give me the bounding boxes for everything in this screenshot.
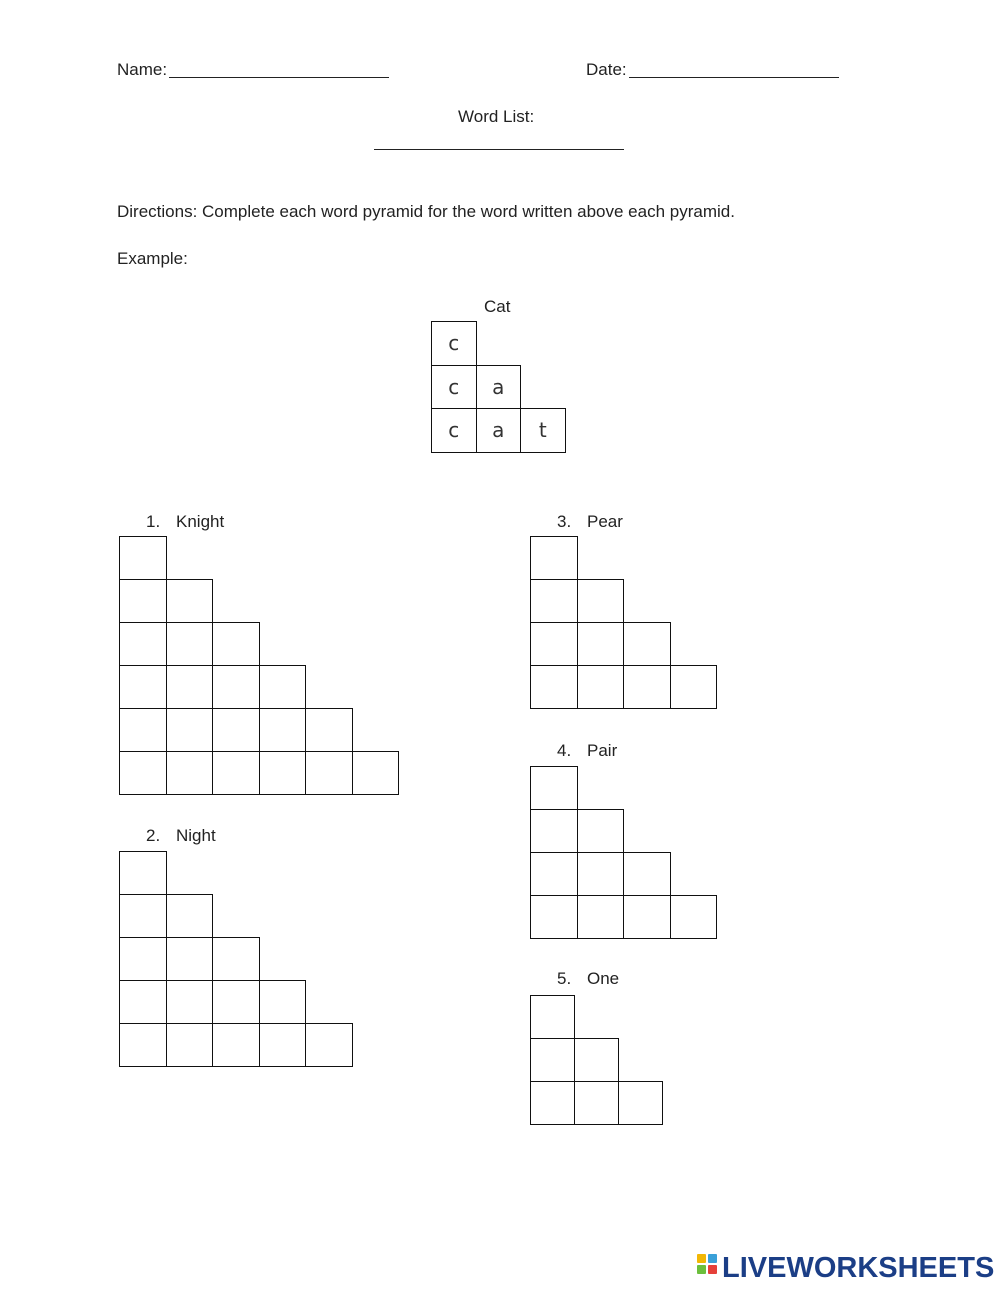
word-list-line[interactable]	[374, 149, 624, 150]
pyramid-4-cell-r4-c1[interactable]	[530, 895, 578, 939]
pyramid-2-cell-r4-c4[interactable]	[259, 980, 307, 1024]
pyramid-1-cell-r5-c5[interactable]	[305, 708, 353, 752]
pyramid-1-cell-r5-c2[interactable]	[166, 708, 214, 752]
pyramid-2-cell-r5-c1[interactable]	[119, 1023, 167, 1067]
word-list-label: Word List:	[458, 107, 535, 126]
pyramid-3-word: Pear	[587, 512, 623, 531]
pyramid-1-cell-r4-c3[interactable]	[212, 665, 260, 709]
pyramid-2-cell-r5-c3[interactable]	[212, 1023, 260, 1067]
pyramid-2-cell-r3-c1[interactable]	[119, 937, 167, 981]
pyramid-1-cell-r3-c2[interactable]	[166, 622, 214, 666]
pyramid-2-cell-r5-c2[interactable]	[166, 1023, 214, 1067]
pyramid-2-cell-r5-c4[interactable]	[259, 1023, 307, 1067]
liveworksheets-logo	[697, 1252, 994, 1285]
example-word: Cat	[484, 297, 511, 316]
logo-text: LIVEWORKSHEETS	[722, 1252, 995, 1284]
pyramid-5-number: 5.	[557, 969, 572, 988]
logo-block-v	[697, 1265, 706, 1274]
pyramid-2-cell-r2-c1[interactable]	[119, 894, 167, 938]
pyramid-1-cell-r2-c2[interactable]	[166, 579, 214, 623]
pyramid-2-cell-r4-c3[interactable]	[212, 980, 260, 1024]
pyramid-3-cell-r4-c1[interactable]	[530, 665, 578, 709]
pyramid-3-number: 3.	[557, 512, 572, 531]
pyramid-2-cell-r4-c2[interactable]	[166, 980, 214, 1024]
pyramid-1-cell-r1-c1[interactable]	[119, 536, 167, 580]
pyramid-3-cell-r2-c2[interactable]	[577, 579, 625, 623]
pyramid-4-cell-r3-c2[interactable]	[577, 852, 625, 896]
logo-blocks-icon	[697, 1254, 719, 1284]
pyramid-1-cell-r6-c4[interactable]	[259, 751, 307, 795]
directions-text: Directions: Complete each word pyramid for the word written above each pyramid.	[117, 202, 735, 221]
pyramid-1-cell-r3-c3[interactable]	[212, 622, 260, 666]
pyramid-1-cell-r6-c3[interactable]	[212, 751, 260, 795]
pyramid-1-number: 1.	[146, 512, 161, 531]
pyramid-1-cell-r5-c3[interactable]	[212, 708, 260, 752]
pyramid-4-cell-r2-c1[interactable]	[530, 809, 578, 853]
date-label: Date:	[586, 60, 627, 79]
pyramid-5-cell-r3-c2[interactable]	[574, 1081, 619, 1125]
pyramid-2-cell-r4-c1[interactable]	[119, 980, 167, 1024]
pyramid-2-word: Night	[176, 826, 216, 845]
example-cell-r3-c3: t	[520, 408, 566, 453]
pyramid-1-cell-r6-c1[interactable]	[119, 751, 167, 795]
example-cell-r3-c1: c	[431, 408, 477, 453]
pyramid-3-cell-r3-c1[interactable]	[530, 622, 578, 666]
pyramid-3-cell-r4-c4[interactable]	[670, 665, 718, 709]
date-line[interactable]	[629, 77, 839, 78]
pyramid-4-cell-r4-c3[interactable]	[623, 895, 671, 939]
pyramid-1-cell-r5-c4[interactable]	[259, 708, 307, 752]
pyramid-3-cell-r2-c1[interactable]	[530, 579, 578, 623]
pyramid-4-cell-r3-c3[interactable]	[623, 852, 671, 896]
pyramid-1-cell-r4-c4[interactable]	[259, 665, 307, 709]
example-cell-r1-c1: c	[431, 321, 477, 366]
pyramid-1-cell-r6-c2[interactable]	[166, 751, 214, 795]
pyramid-1-cell-r6-c5[interactable]	[305, 751, 353, 795]
pyramid-5-cell-r2-c2[interactable]	[574, 1038, 619, 1082]
pyramid-1-cell-r2-c1[interactable]	[119, 579, 167, 623]
pyramid-1-cell-r4-c1[interactable]	[119, 665, 167, 709]
pyramid-3-cell-r4-c2[interactable]	[577, 665, 625, 709]
pyramid-4-cell-r4-c4[interactable]	[670, 895, 718, 939]
pyramid-3-cell-r4-c3[interactable]	[623, 665, 671, 709]
pyramid-4-cell-r1-c1[interactable]	[530, 766, 578, 810]
pyramid-1-word: Knight	[176, 512, 225, 531]
pyramid-5-cell-r2-c1[interactable]	[530, 1038, 575, 1082]
pyramid-2-cell-r2-c2[interactable]	[166, 894, 214, 938]
example-cell-r2-c2: a	[476, 365, 522, 410]
pyramid-1-cell-r4-c2[interactable]	[166, 665, 214, 709]
pyramid-3-cell-r3-c2[interactable]	[577, 622, 625, 666]
pyramid-2-cell-r3-c3[interactable]	[212, 937, 260, 981]
pyramid-2-number: 2.	[146, 826, 161, 845]
example-cell-r3-c2: a	[476, 408, 522, 453]
pyramid-4-cell-r2-c2[interactable]	[577, 809, 625, 853]
pyramid-1-cell-r3-c1[interactable]	[119, 622, 167, 666]
pyramid-3-cell-r3-c3[interactable]	[623, 622, 671, 666]
name-line[interactable]	[169, 77, 389, 78]
logo-block-e	[708, 1265, 717, 1274]
pyramid-2-cell-r5-c5[interactable]	[305, 1023, 353, 1067]
pyramid-4-number: 4.	[557, 741, 572, 760]
example-label: Example:	[117, 249, 188, 268]
pyramid-5-cell-r3-c3[interactable]	[618, 1081, 663, 1125]
pyramid-4-cell-r4-c2[interactable]	[577, 895, 625, 939]
pyramid-2-cell-r3-c2[interactable]	[166, 937, 214, 981]
example-cell-r2-c1: c	[431, 365, 477, 410]
logo-block-i	[708, 1254, 717, 1263]
pyramid-1-cell-r5-c1[interactable]	[119, 708, 167, 752]
pyramid-5-cell-r3-c1[interactable]	[530, 1081, 575, 1125]
pyramid-3-cell-r1-c1[interactable]	[530, 536, 578, 580]
pyramid-1-cell-r6-c6[interactable]	[352, 751, 400, 795]
logo-block-l	[697, 1254, 706, 1263]
pyramid-4-cell-r3-c1[interactable]	[530, 852, 578, 896]
pyramid-5-word: One	[587, 969, 620, 988]
pyramid-2-cell-r1-c1[interactable]	[119, 851, 167, 895]
pyramid-5-cell-r1-c1[interactable]	[530, 995, 575, 1039]
pyramid-4-word: Pair	[587, 741, 618, 760]
name-label: Name:	[117, 60, 168, 79]
